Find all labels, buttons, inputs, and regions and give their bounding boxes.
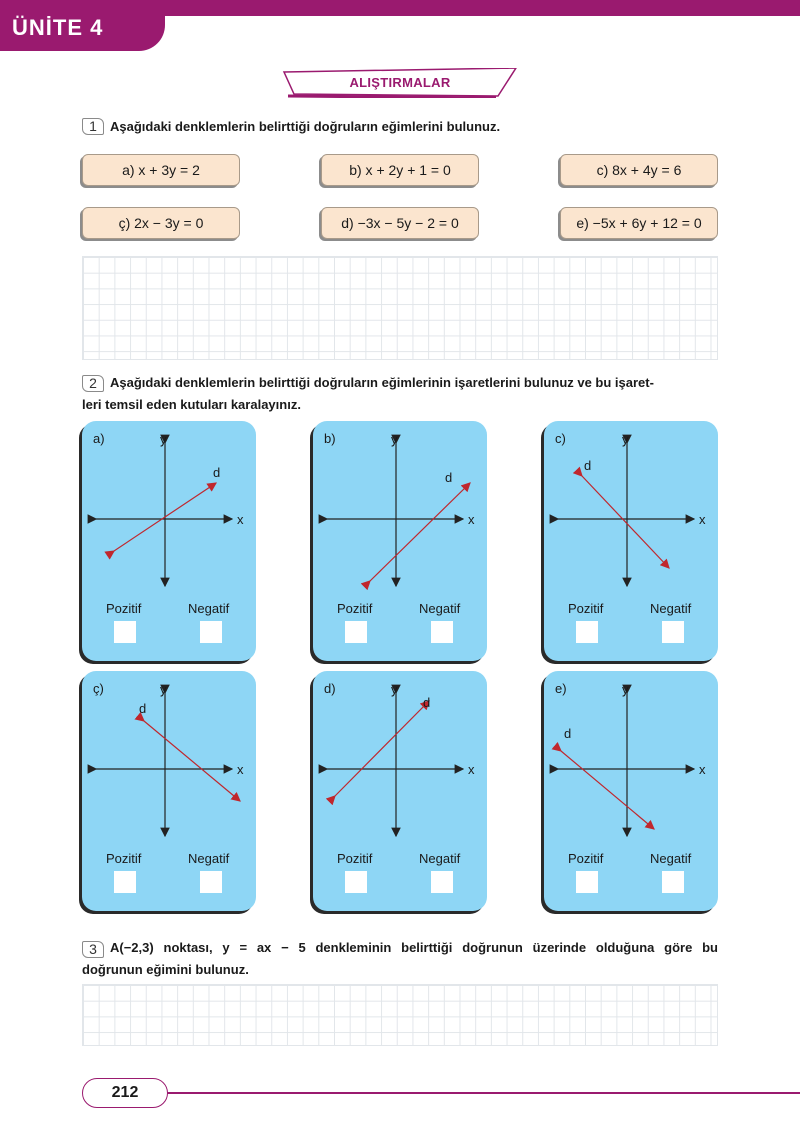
y-axis-label: y [391, 682, 398, 697]
coordinate-plane [544, 671, 718, 911]
x-axis-label: x [699, 762, 706, 777]
question-1-number: 1 [82, 118, 104, 135]
equation-c: c) 8x + 4y = 6 [560, 154, 718, 186]
coordinate-plane [313, 671, 487, 911]
answer-grid-1[interactable] [82, 256, 718, 360]
negative-checkbox[interactable] [662, 621, 684, 643]
question-3-text-line1: A(−2,3) noktası, y = ax − 5 denkleminin belirttiği doğrunun üzerinde olduğuna göre bu [110, 940, 718, 955]
negative-checkbox[interactable] [200, 871, 222, 893]
y-axis-label: y [391, 432, 398, 447]
equation-d: d) −3x − 5y − 2 = 0 [321, 207, 479, 239]
positive-label: Pozitif [106, 601, 142, 616]
x-axis-label: x [468, 762, 475, 777]
negative-checkbox[interactable] [200, 621, 222, 643]
line-d [335, 701, 429, 796]
slope-card-cc [82, 671, 256, 911]
negative-checkbox[interactable] [431, 871, 453, 893]
x-axis-label: x [237, 762, 244, 777]
coordinate-plane [313, 421, 487, 661]
unit-tab [0, 0, 165, 51]
line-d-label: d [564, 726, 572, 741]
slope-card-e [544, 671, 718, 911]
equation-a: a) x + 3y = 2 [82, 154, 240, 186]
equation-b: b) x + 2y + 1 = 0 [321, 154, 479, 186]
line-d-label: d [584, 458, 592, 473]
card-letter: ç) [93, 681, 104, 696]
footer-rule [165, 1092, 800, 1094]
x-axis-label: x [237, 512, 244, 527]
answer-grid-3[interactable] [82, 984, 718, 1046]
question-2-number: 2 [82, 375, 104, 392]
slope-card-b [313, 421, 487, 661]
question-1-text: Aşağıdaki denklemlerin belirttiği doğruların eğimlerini bulunuz. [110, 119, 501, 134]
card-letter: c) [555, 431, 566, 446]
line-d-label: d [213, 465, 221, 480]
line-d [561, 751, 654, 829]
slope-card-a [82, 421, 256, 661]
negative-label: Negatif [419, 851, 461, 866]
y-axis-label: y [160, 682, 167, 697]
question-3-number: 3 [82, 941, 104, 958]
card-letter: d) [324, 681, 336, 696]
negative-checkbox[interactable] [431, 621, 453, 643]
line-d [370, 483, 470, 581]
equation-e: e) −5x + 6y + 12 = 0 [560, 207, 718, 239]
section-title: ALIŞTIRMALAR [349, 75, 451, 90]
line-d-label: d [445, 470, 453, 485]
positive-checkbox[interactable] [576, 871, 598, 893]
negative-label: Negatif [188, 601, 230, 616]
negative-label: Negatif [650, 601, 692, 616]
coordinate-plane [544, 421, 718, 661]
slope-card-c [544, 421, 718, 661]
card-letter: e) [555, 681, 567, 696]
positive-checkbox[interactable] [576, 621, 598, 643]
positive-label: Pozitif [568, 601, 604, 616]
positive-label: Pozitif [106, 851, 142, 866]
positive-checkbox[interactable] [114, 621, 136, 643]
equation-cc: ç) 2x − 3y = 0 [82, 207, 240, 239]
line-d-label: d [423, 695, 431, 710]
positive-checkbox[interactable] [114, 871, 136, 893]
negative-checkbox[interactable] [662, 871, 684, 893]
positive-checkbox[interactable] [345, 871, 367, 893]
question-3-text-line2: doğrunun eğimini bulunuz. [82, 962, 249, 977]
unit-label: ÜNİTE 4 [12, 15, 104, 40]
positive-label: Pozitif [337, 851, 373, 866]
x-axis-label: x [468, 512, 475, 527]
negative-label: Negatif [650, 851, 692, 866]
coordinate-plane [82, 671, 256, 911]
page-number: 212 [82, 1078, 168, 1108]
line-d-label: d [139, 701, 147, 716]
line-d [144, 721, 240, 801]
y-axis-label: y [160, 432, 167, 447]
question-2-text-line1: Aşağıdaki denklemlerin belirttiği doğruların eğimlerinin işaretlerini bulunuz ve bu işaret- [110, 375, 654, 390]
negative-label: Negatif [188, 851, 230, 866]
card-letter: a) [93, 431, 105, 446]
slope-card-d [313, 671, 487, 911]
line-d [582, 476, 669, 568]
positive-label: Pozitif [568, 851, 604, 866]
section-title-banner [282, 68, 518, 98]
positive-checkbox[interactable] [345, 621, 367, 643]
coordinate-plane [82, 421, 256, 661]
y-axis-label: y [622, 432, 629, 447]
negative-label: Negatif [419, 601, 461, 616]
x-axis-label: x [699, 512, 706, 527]
positive-label: Pozitif [337, 601, 373, 616]
question-2-text-line2: leri temsil eden kutuları karalayınız. [82, 397, 301, 412]
card-letter: b) [324, 431, 336, 446]
y-axis-label: y [622, 682, 629, 697]
